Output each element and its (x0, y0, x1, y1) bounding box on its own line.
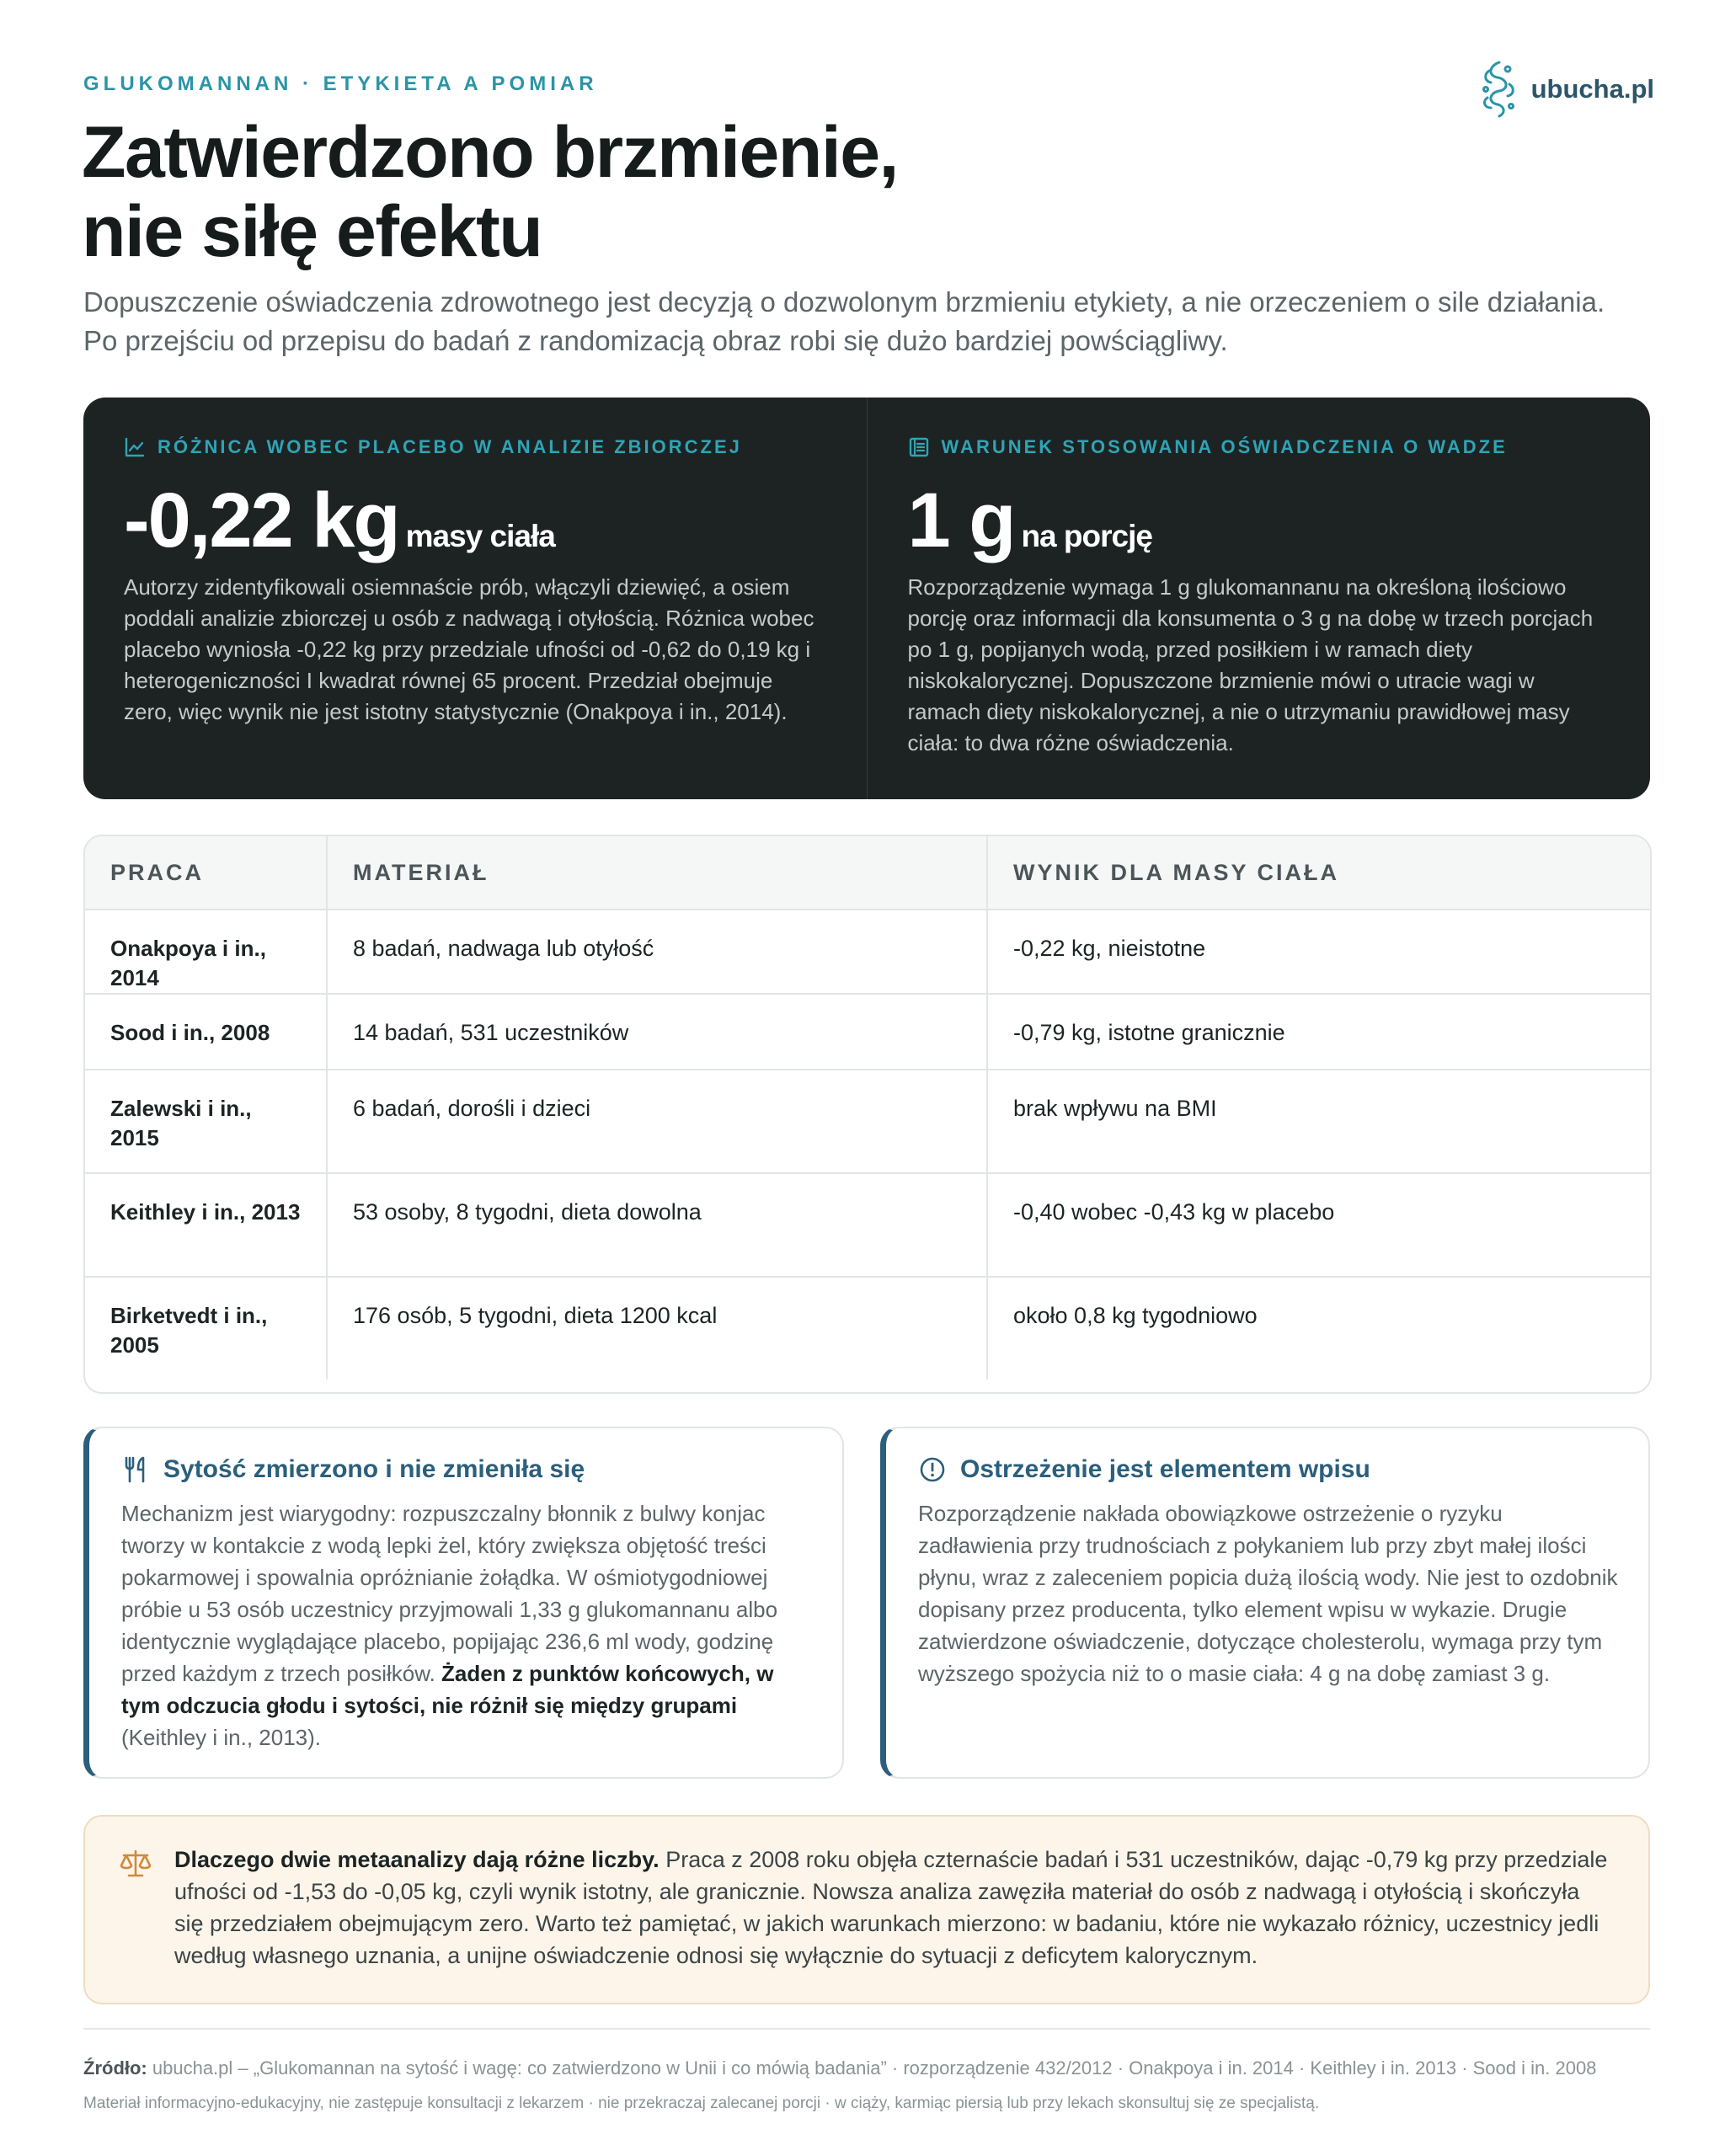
cell-material: 14 badań, 531 uczestników (327, 994, 987, 1070)
scale-icon (119, 1847, 152, 1881)
cell-material: 8 badań, nadwaga lub otyłość (327, 910, 987, 994)
column-header-work: PRACA (85, 836, 327, 910)
table-row (85, 1277, 1650, 1380)
lead-paragraph: Dopuszczenie oświadczenia zdrowotnego jest decyzją o dozwolonym brzmieniu etykiety, a nie orzeczeniem o sile działania. Po przejściu od przepisu do badań z randomizacją obraz robi się dużo bardziej powściągliwy. (83, 286, 1605, 356)
stat-unit: masy ciała (405, 519, 555, 553)
studies-table (83, 835, 1652, 1394)
stat-value: 1 g (907, 478, 1015, 563)
brand[interactable] (1477, 59, 1654, 120)
stat-label-text: WARUNEK STOSOWANIA OŚWIADCZENIA O WADZE (941, 436, 1508, 457)
stat-dose-condition (867, 398, 1651, 799)
title-line-1: Zatwierdzono brzmienie, (82, 112, 898, 193)
table-row (85, 1070, 1650, 1173)
kicker: GLUKOMANNAN · ETYKIETA A POMIAR (83, 72, 598, 95)
callout-heading: Dlaczego dwie metaanalizy dają różne liczby. (174, 1847, 660, 1872)
satiety-card (83, 1427, 844, 1779)
card-text-citation: (Keithley i in., 2013). (121, 1725, 322, 1750)
card-title: Ostrzeżenie jest elementem wpisu (960, 1455, 1370, 1483)
cell-work: Onakpoya i in., 2014 (85, 910, 327, 994)
callout-text (174, 1844, 1615, 1972)
card-body (121, 1497, 812, 1753)
alert-circle-icon (918, 1455, 947, 1484)
stat-value-row (908, 477, 1610, 565)
cell-work: Birketvedt i in., 2005 (110, 1303, 268, 1358)
stats-panel (83, 398, 1650, 799)
disclaimer: Materiał informacyjno-edukacyjny, nie zastępuje konsultacji z lekarzem · nie przekraczaj zalecanej porcji · w ciąży, karmiąc piersią lub przy lekach skonsultuj się ze specjalistą. (83, 2095, 1320, 2112)
stat-label-text: RÓŻNICA WOBEC PLACEBO W ANALIZIE ZBIORCZEJ (158, 436, 742, 457)
stat-label (124, 436, 826, 458)
source-text: ubucha.pl – „Glukomannan na sytość i wagę: co zatwierdzono w Unii i co mówią badania” · rozporządzenie 432/2012 · Onakpoya i in. 2014 · Keithley i in. 2013 · Sood i in. 2008 (147, 2057, 1597, 2079)
cell-material: 6 badań, dorośli i dzieci (327, 1070, 987, 1173)
cell-work: Zalewski i in., 2015 (85, 1070, 327, 1173)
cell-work: Keithley i in., 2013 (85, 1173, 327, 1277)
cell-result: około 0,8 kg tygodniowo (987, 1277, 1650, 1380)
cell-result: -0,79 kg, istotne granicznie (987, 994, 1650, 1070)
stat-placebo-difference (83, 398, 867, 799)
stat-value: -0,22 kg (124, 478, 399, 563)
table-row (85, 1173, 1650, 1277)
fork-knife-icon (121, 1455, 150, 1484)
stat-unit: na porcję (1021, 519, 1152, 553)
card-title: Sytość zmierzono i nie zmieniła się (163, 1455, 585, 1483)
meta-analysis-callout (83, 1815, 1650, 2004)
cell-result: brak wpływu na BMI (987, 1070, 1650, 1173)
cell-result: -0,40 wobec -0,43 kg w placebo (987, 1173, 1650, 1277)
footer-divider (83, 2028, 1650, 2030)
stat-description: Autorzy zidentyfikowali osiemnaście prób, włączyli dziewięć, a osiem poddali analizie zbiorczej u osób z nadwagą i otyłością. Różnica wobec placebo wyniosła -0,22 kg przy przedziale ufności od -0,62 do 0,19 kg i heterogeniczności I kwadrat równej 65 procent. Przedział obejmuje zero, więc wynik nie jest istotny statystycznie (Onakpoya i in., 2014). (124, 574, 814, 724)
stat-value-row (124, 477, 826, 565)
card-body: Rozporządzenie nakłada obowiązkowe ostrzeżenie o ryzyku zadławienia przy trudnościach z połykaniem lub przy zbyt małej ilości płynu, wraz z zaleceniem popicia dużą ilością wody. Nie jest to ozdobnik dopisany przez producenta, tylko element wpisu w wykazie. Drugie zatwierdzone oświadczenie, dotyczące cholesterolu, wymaga przy tym wyższego spożycia niż to o masie ciała: 4 g na dobę zamiast 3 g. (918, 1501, 1618, 1686)
cell-result: -0,22 kg, nieistotne (987, 910, 1650, 994)
cell-material: 53 osoby, 8 tygodni, dieta dowolna (327, 1173, 987, 1277)
stat-label (908, 436, 1610, 458)
table-header-row (85, 836, 1650, 910)
column-header-material: MATERIAŁ (327, 836, 987, 910)
source-line (83, 2057, 1667, 2079)
cell-material: 176 osób, 5 tygodni, dieta 1200 kcal (327, 1277, 987, 1380)
kombucha-logo-icon (1477, 59, 1521, 120)
document-icon (908, 436, 930, 458)
card-heading (121, 1455, 812, 1484)
stat-description: Rozporządzenie wymaga 1 g glukomannanu na określoną ilościowo porcję oraz informacji dla konsumenta o 3 g na dobę w trzech porcjach po 1 g, popijanych wodą, przed posiłkiem i w ramach diety niskokalorycznej. Dopuszczone brzmienie mówi o utracie wagi w ramach diety niskokalorycznej, a nie o utrzymaniu prawidłowej masy ciała: to dwa różne oświadczenia. (907, 574, 1594, 755)
chart-line-icon (124, 436, 146, 458)
callout-body: Praca z 2008 roku objęła czternaście badań i 531 uczestników, dając -0,79 kg przy przedziale ufności od -1,53 do -0,05 kg, czyli wynik istotny, ale granicznie. Nowsza analiza zawęziła materiał do osób z nadwagą i otyłością i skończyła się przedziałem obejmującym zero. Warto też pamiętać, w jakich warunkach mierzono: w badaniu, które nie wykazało różnicy, uczestnicy jedli według własnego uznania, a unijne oświadczenie odnosi się wyłącznie do sytuacji z deficytem kalorycznym. (174, 1847, 1608, 1968)
column-header-result: WYNIK DLA MASY CIAŁA (987, 836, 1650, 910)
card-text-key-finding: Żaden z punktów końcowych, w tym odczucia głodu i sytości, nie różnił się między grupami (121, 1661, 774, 1718)
card-text-intro: Mechanizm jest wiarygodny: rozpuszczalny błonnik z bulwy konjac tworzy w kontakcie z wodą lepki żel, który zwiększa objętość treści pokarmowej i spowalnia opróżnianie żołądka. W ośmiotygodniowej próbie u 53 osób uczestnicy przyjmowali 1,33 g glukomannanu albo identycznie wyglądające placebo, popijając 236,6 ml wody, godzinę przed każdym z trzech posiłków. (121, 1501, 778, 1686)
title-line-2: nie siłę efektu (82, 191, 542, 272)
page-title (82, 113, 898, 271)
brand-name: ubucha.pl (1530, 74, 1654, 104)
card-heading (918, 1455, 1618, 1484)
table-row (85, 910, 1650, 994)
warning-card (880, 1427, 1650, 1779)
cell-work: Sood i in., 2008 (85, 994, 327, 1070)
table-row (85, 994, 1650, 1070)
source-label: Źródło: (83, 2057, 147, 2079)
